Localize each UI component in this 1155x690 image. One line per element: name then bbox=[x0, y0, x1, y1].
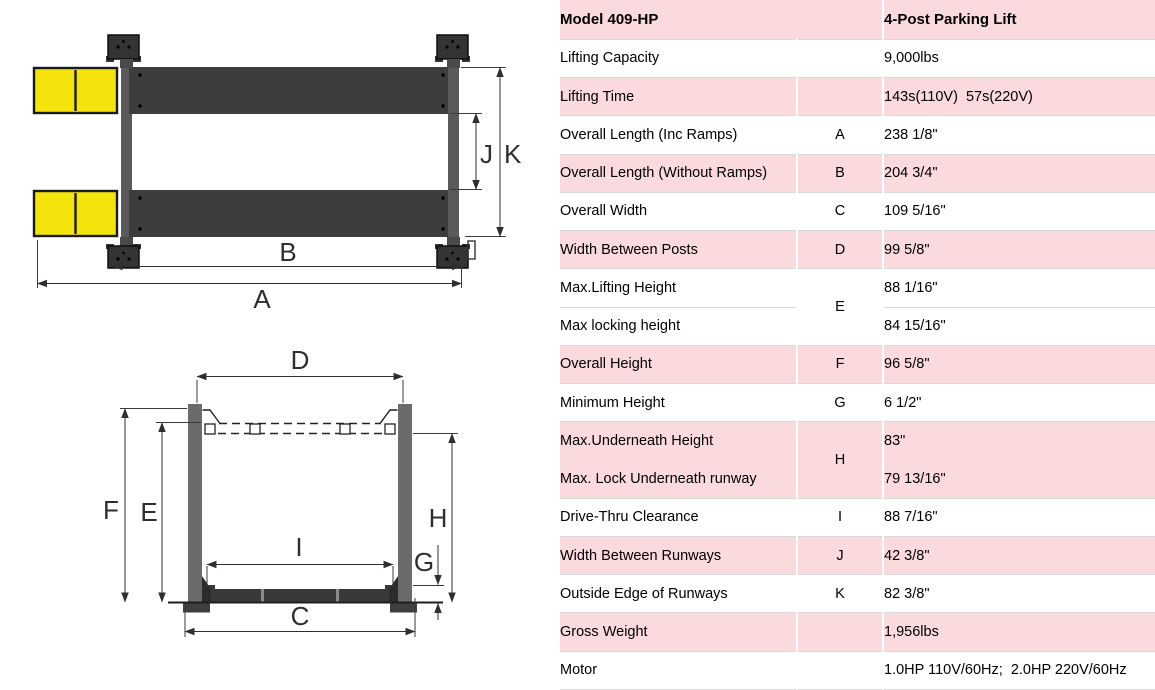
spec-letter: J bbox=[797, 536, 883, 574]
dim-label-j: J bbox=[480, 139, 493, 169]
dim-g bbox=[413, 545, 444, 620]
spec-letter: A bbox=[797, 116, 883, 154]
table-row bbox=[560, 383, 1155, 421]
runway-lowered bbox=[202, 576, 398, 602]
spec-label: Width Between Posts bbox=[560, 231, 797, 269]
spec-value: 1,956lbs bbox=[883, 613, 1155, 651]
spec-value: 1.0HP 110V/60Hz; 2.0HP 220V/60Hz bbox=[883, 651, 1155, 689]
spec-label: Max locking height bbox=[560, 307, 797, 345]
spec-label: Width Between Runways bbox=[560, 536, 797, 574]
spec-label: Overall Height bbox=[560, 345, 797, 383]
spec-value: 9,000lbs bbox=[883, 39, 1155, 77]
spec-label: Gross Weight bbox=[560, 613, 797, 651]
dim-d bbox=[197, 345, 403, 403]
spec-table bbox=[560, 0, 1155, 690]
spec-letter bbox=[797, 651, 883, 689]
spec-value: 84 15/16" bbox=[883, 307, 1155, 345]
table-header-row bbox=[560, 0, 1155, 39]
dim-a bbox=[38, 240, 462, 314]
spec-table-pane bbox=[560, 0, 1155, 690]
table-row bbox=[560, 536, 1155, 574]
spec-label: Minimum Height bbox=[560, 383, 797, 421]
spec-value: 6 1/2" bbox=[883, 383, 1155, 421]
post-plate-top-right bbox=[435, 35, 470, 68]
spec-value: 143s(110V) 57s(220V) bbox=[883, 78, 1155, 116]
dim-label-g: G bbox=[413, 547, 435, 577]
spec-value: 99 5/8" bbox=[883, 231, 1155, 269]
dim-b bbox=[113, 237, 462, 288]
spec-label: Overall Width bbox=[560, 192, 797, 230]
spec-value: 96 5/8" bbox=[883, 345, 1155, 383]
dim-label-d: D bbox=[290, 345, 310, 375]
dim-c bbox=[185, 598, 415, 637]
spec-value: 109 5/16" bbox=[883, 192, 1155, 230]
spec-letter: E bbox=[797, 269, 883, 345]
dim-label-i: I bbox=[295, 532, 303, 562]
spec-value: 238 1/8" bbox=[883, 116, 1155, 154]
spec-letter: H bbox=[797, 422, 883, 498]
dim-label-k: K bbox=[504, 139, 522, 169]
table-row bbox=[560, 231, 1155, 269]
front-view-diagram bbox=[103, 345, 458, 637]
table-row bbox=[560, 269, 1155, 307]
dim-label-a: A bbox=[253, 284, 271, 314]
model-title: Model 409-HP bbox=[560, 0, 883, 39]
dim-label-c: C bbox=[290, 601, 310, 631]
spec-letter: D bbox=[797, 231, 883, 269]
ramp-top bbox=[34, 68, 117, 113]
post-plate-top-left bbox=[106, 35, 141, 68]
table-row bbox=[560, 651, 1155, 689]
spec-label: Drive-Thru Clearance bbox=[560, 498, 797, 536]
product-title: 4-Post Parking Lift bbox=[883, 0, 1155, 39]
table-row bbox=[560, 154, 1155, 192]
dim-i bbox=[207, 532, 393, 586]
spec-letter bbox=[797, 613, 883, 651]
runway-bottom bbox=[129, 190, 448, 237]
dim-label-h: H bbox=[428, 503, 448, 533]
post-left bbox=[188, 404, 202, 602]
table-row bbox=[560, 422, 1155, 460]
spec-value: 88 1/16" bbox=[883, 269, 1155, 307]
spec-label: Lifting Time bbox=[560, 78, 797, 116]
baseplate-left bbox=[183, 604, 210, 613]
post-right bbox=[398, 404, 412, 602]
spec-letter: F bbox=[797, 345, 883, 383]
spec-letter: I bbox=[797, 498, 883, 536]
table-row bbox=[560, 498, 1155, 536]
spec-value: 82 3/8" bbox=[883, 575, 1155, 613]
spec-value: 79 13/16" bbox=[883, 460, 1155, 498]
table-row bbox=[560, 39, 1155, 77]
spec-value: 83" bbox=[883, 422, 1155, 460]
spec-letter: K bbox=[797, 575, 883, 613]
spec-letter: G bbox=[797, 383, 883, 421]
dim-label-b: B bbox=[279, 237, 297, 267]
spec-value: 204 3/4" bbox=[883, 154, 1155, 192]
runway-top bbox=[129, 67, 448, 114]
spec-label: Motor bbox=[560, 651, 797, 689]
post-rail-right bbox=[448, 58, 459, 250]
spec-label: Max.Lifting Height bbox=[560, 269, 797, 307]
table-row bbox=[560, 575, 1155, 613]
table-row bbox=[560, 613, 1155, 651]
spec-label: Max.Underneath Height bbox=[560, 422, 797, 460]
spec-letter: C bbox=[797, 192, 883, 230]
dim-label-e: E bbox=[140, 497, 158, 527]
spec-letter bbox=[797, 78, 883, 116]
spec-letter: B bbox=[797, 154, 883, 192]
baseplate-right bbox=[390, 604, 417, 613]
spec-letter bbox=[797, 39, 883, 77]
spec-label: Overall Length (Without Ramps) bbox=[560, 154, 797, 192]
post-plate-bottom-left bbox=[106, 237, 141, 268]
runway-raised-dashed bbox=[203, 410, 398, 434]
table-row bbox=[560, 116, 1155, 154]
post-plate-bottom-right bbox=[435, 237, 475, 268]
spec-label: Overall Length (Inc Ramps) bbox=[560, 116, 797, 154]
top-view-diagram bbox=[34, 35, 522, 314]
spec-label: Lifting Capacity bbox=[560, 39, 797, 77]
table-row bbox=[560, 345, 1155, 383]
lift-diagrams bbox=[0, 0, 560, 690]
ramp-bottom bbox=[34, 191, 117, 236]
table-row bbox=[560, 78, 1155, 116]
table-row bbox=[560, 192, 1155, 230]
spec-label: Outside Edge of Runways bbox=[560, 575, 797, 613]
dim-label-f: F bbox=[103, 495, 119, 525]
spec-value: 88 7/16" bbox=[883, 498, 1155, 536]
spec-label: Max. Lock Underneath runway bbox=[560, 460, 797, 498]
spec-value: 42 3/8" bbox=[883, 536, 1155, 574]
